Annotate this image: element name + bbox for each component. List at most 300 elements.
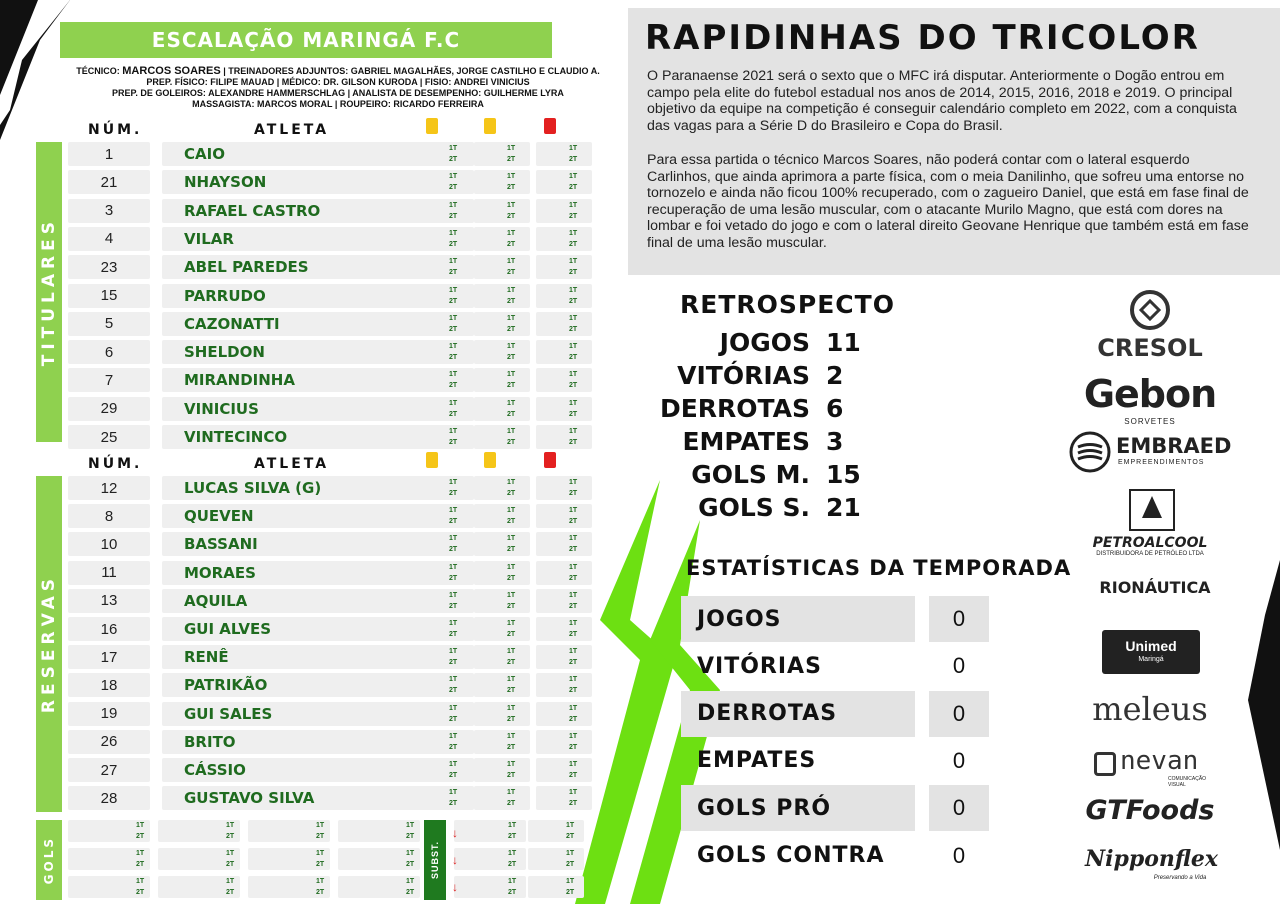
first-half-label: 1T [566, 822, 575, 829]
first-half-label: 1T [569, 761, 578, 768]
second-half-label: 2T [449, 240, 458, 248]
first-half-label: 1T [449, 229, 458, 237]
first-half-label: 1T [507, 145, 516, 152]
second-half-label: 2T [507, 602, 516, 610]
player-number: 16 [68, 617, 150, 641]
second-half-label: 2T [449, 490, 458, 497]
second-half-label: 2T [507, 518, 516, 526]
goals-side-label [36, 820, 62, 900]
first-half-label: 1T [569, 173, 578, 181]
second-half-label: 2T [449, 800, 458, 808]
player-row [68, 730, 628, 754]
season-stat-label: VITÓRIAS [697, 653, 822, 679]
sponsor-petroalcool: PETROALCOOL [1092, 535, 1208, 551]
yellow-card-box [416, 142, 472, 166]
retrospect-row [640, 427, 810, 459]
player-name: VILAR [162, 227, 474, 251]
second-half-label: 2T [136, 833, 145, 840]
yellow-card-box [474, 645, 530, 669]
first-half-label: 1T [136, 878, 145, 885]
first-half-label: 1T [449, 173, 458, 181]
lineup-title: ESCALAÇÃO MARINGÁ F.C [151, 28, 461, 52]
player-row [68, 532, 628, 556]
second-half-label: 2T [569, 715, 578, 723]
second-half-label: 2T [449, 687, 458, 695]
yellow-card-box [474, 199, 530, 223]
player-name: MORAES [162, 561, 474, 585]
player-name: RENÊ [162, 645, 474, 669]
first-half-label: 1T [449, 761, 458, 768]
second-half-label: 2T [569, 212, 578, 220]
staff-line-2: PREP. FÍSICO: FILIPE MAUAD | MÉDICO: DR. GILSON KURODA | FISIO: ANDREI VINICIUS [146, 77, 530, 87]
second-half-label: 2T [316, 833, 325, 840]
first-half-label: 1T [449, 676, 458, 684]
red-card-box [536, 673, 592, 697]
player-name: LUCAS SILVA (G) [162, 476, 474, 500]
yellow-card-box [474, 673, 530, 697]
red-card-box [536, 284, 592, 308]
first-half-label: 1T [507, 286, 516, 294]
staff-line-1 [58, 66, 618, 77]
starters-side-label [36, 142, 62, 442]
yellow-card-box [416, 645, 472, 669]
second-half-label: 2T [507, 382, 516, 390]
first-half-label: 1T [566, 850, 575, 857]
first-half-label: 1T [569, 535, 578, 543]
yellow-card-box [474, 476, 530, 500]
player-name: PATRIKÃO [162, 673, 474, 697]
second-half-label: 2T [507, 800, 516, 808]
second-half-label: 2T [449, 410, 458, 418]
sponsor-nevan-sub: COMUNICAÇÃO VISUAL [1168, 776, 1207, 788]
player-name: GUI ALVES [162, 617, 474, 641]
sponsor-embraed: EMBRAED [1116, 434, 1232, 458]
first-half-label: 1T [316, 850, 325, 857]
yellow-card-box [474, 758, 530, 782]
first-half-label: 1T [569, 704, 578, 712]
player-number: 7 [68, 368, 150, 392]
player-number: 19 [68, 702, 150, 726]
col-num-header: NÚM. [88, 122, 143, 138]
red-card-box [536, 476, 592, 500]
head-coach: MARCOS SOARES [122, 65, 221, 77]
retrospect-value: 21 [826, 493, 861, 522]
yellow-card-box [416, 561, 472, 585]
first-half-label: 1T [226, 850, 235, 857]
yellow-card-icon [484, 452, 496, 468]
red-card-box [536, 227, 592, 251]
yellow-card-box [474, 227, 530, 251]
sponsor-meleus: meleus [1092, 690, 1208, 728]
red-card-box [536, 397, 592, 421]
first-half-label: 1T [569, 343, 578, 351]
player-row [68, 340, 628, 364]
staff-line-1-rest: | TREINADORES ADJUNTOS: GABRIEL MAGALHÃES, JORGE CASTILHO E CLAUDIO A. [223, 66, 600, 76]
red-card-box [536, 504, 592, 528]
player-number: 15 [68, 284, 150, 308]
second-half-label: 2T [507, 325, 516, 333]
sponsor-nipponflex-sub: Preservando a Vida [1153, 875, 1207, 881]
first-half-label: 1T [569, 507, 578, 515]
first-half-label: 1T [507, 479, 516, 486]
first-half-label: 1T [569, 145, 578, 152]
yellow-card-box [474, 142, 530, 166]
player-number: 4 [68, 227, 150, 251]
goal-cell [158, 848, 240, 870]
news-paragraph-1: O Paranaense 2021 será o sexto que o MFC irá disputar. Anteriormente o Dogão entrou em campo pela elite do futebol estadual nos anos de 2014, 2015, 2016, 2018 e 2019. O principal objetivo da equipe na competição é conseguir calendário completo em 2022, com a conquista das vagas para a Série D do Brasileiro e Copa do Brasil. [647, 68, 1237, 134]
subst-cell [528, 848, 584, 870]
retrospect-title: RETROSPECTO [680, 290, 895, 319]
first-half-label: 1T [449, 286, 458, 294]
first-half-label: 1T [569, 258, 578, 266]
cresol-logo-icon [1129, 290, 1171, 330]
first-half-label: 1T [507, 201, 516, 209]
retrospect-row [640, 394, 810, 426]
first-half-label: 1T [507, 648, 516, 656]
goals-row [68, 848, 588, 870]
second-half-label: 2T [508, 861, 517, 868]
second-half-label: 2T [569, 354, 578, 362]
sponsor-cresol: CRESOL [1097, 334, 1203, 362]
player-row [68, 504, 628, 528]
substitution-arrow-icon: ↓ [452, 880, 458, 894]
yellow-card-box [474, 255, 530, 279]
second-half-label: 2T [449, 354, 458, 362]
staff-line-4: MASSAGISTA: MARCOS MORAL | ROUPEIRO: RICARDO FERREIRA [192, 99, 484, 109]
red-card-box [536, 730, 592, 754]
red-card-box [536, 340, 592, 364]
retrospect-value: 11 [826, 328, 861, 357]
retrospect-label: DERROTAS [659, 394, 810, 423]
second-half-label: 2T [449, 518, 458, 526]
subst-cell [470, 820, 526, 842]
col-athlete-header: ATLETA [254, 122, 330, 138]
red-card-box [536, 758, 592, 782]
yellow-card-box [416, 758, 472, 782]
player-row [68, 589, 628, 613]
second-half-label: 2T [449, 184, 458, 192]
second-half-label: 2T [406, 889, 415, 896]
red-card-box [536, 786, 592, 810]
player-name: VINICIUS [162, 397, 474, 421]
red-card-icon [544, 452, 556, 468]
yellow-card-box [474, 561, 530, 585]
goals-row [68, 820, 588, 842]
second-half-label: 2T [569, 240, 578, 248]
first-half-label: 1T [569, 676, 578, 684]
second-half-label: 2T [507, 439, 516, 446]
yellow-card-box [416, 340, 472, 364]
red-card-box [536, 645, 592, 669]
goal-cell [158, 876, 240, 898]
second-half-label: 2T [226, 889, 235, 896]
sponsor-rionautica: RIONÁUTICA [1099, 578, 1211, 597]
player-row [68, 142, 628, 166]
player-name: AQUILA [162, 589, 474, 613]
substitution-arrow-icon: ↓ [452, 826, 458, 840]
first-half-label: 1T [507, 371, 516, 379]
second-half-label: 2T [569, 439, 578, 446]
embraed-logo-icon [1068, 430, 1112, 474]
player-row [68, 702, 628, 726]
second-half-label: 2T [507, 715, 516, 723]
first-half-label: 1T [449, 428, 458, 435]
second-half-label: 2T [507, 631, 516, 638]
goals-row [68, 876, 588, 898]
player-name: CÁSSIO [162, 758, 474, 782]
retrospect-value: 15 [826, 460, 861, 489]
player-name: CAZONATTI [162, 312, 474, 336]
player-number: 29 [68, 397, 150, 421]
player-number: 23 [68, 255, 150, 279]
player-number: 3 [68, 199, 150, 223]
staff-credits [58, 66, 618, 110]
goal-cell [68, 820, 150, 842]
first-half-label: 1T [507, 507, 516, 515]
goal-cell [68, 876, 150, 898]
yellow-card-box [474, 730, 530, 754]
red-card-box [536, 702, 592, 726]
first-half-label: 1T [508, 878, 517, 885]
player-row [68, 476, 628, 500]
red-card-box [536, 170, 592, 194]
sponsor-embraed-sub: EMPREENDIMENTOS [1118, 459, 1205, 466]
season-stat-value: 0 [952, 842, 966, 868]
player-number: 17 [68, 645, 150, 669]
yellow-card-box [474, 504, 530, 528]
second-half-label: 2T [449, 631, 458, 638]
yellow-card-box [474, 368, 530, 392]
first-half-label: 1T [406, 850, 415, 857]
subst-cell [528, 876, 584, 898]
yellow-card-box [416, 255, 472, 279]
second-half-label: 2T [566, 861, 575, 868]
player-name: SHELDON [162, 340, 474, 364]
second-half-label: 2T [449, 212, 458, 220]
retrospect-label: GOLS S. [698, 493, 810, 522]
retrospect-label: EMPATES [682, 427, 810, 456]
first-half-label: 1T [136, 850, 145, 857]
goal-cell [248, 848, 330, 870]
player-row [68, 561, 628, 585]
second-half-label: 2T [569, 269, 578, 277]
first-half-label: 1T [449, 201, 458, 209]
yellow-card-box [416, 199, 472, 223]
first-half-label: 1T [449, 258, 458, 266]
second-half-label: 2T [449, 156, 458, 163]
first-half-label: 1T [569, 732, 578, 740]
red-card-box [536, 532, 592, 556]
second-half-label: 2T [507, 772, 516, 779]
second-half-label: 2T [569, 518, 578, 526]
player-name: PARRUDO [162, 284, 474, 308]
first-half-label: 1T [406, 822, 415, 829]
player-number: 12 [68, 476, 150, 500]
second-half-label: 2T [569, 490, 578, 497]
first-half-label: 1T [449, 704, 458, 712]
goal-cell [248, 820, 330, 842]
second-half-label: 2T [507, 743, 516, 751]
first-half-label: 1T [507, 704, 516, 712]
red-card-box [536, 368, 592, 392]
first-half-label: 1T [507, 620, 516, 627]
yellow-card-box [474, 312, 530, 336]
yellow-card-box [416, 504, 472, 528]
retrospect-row [640, 460, 810, 492]
second-half-label: 2T [507, 574, 516, 582]
first-half-label: 1T [507, 761, 516, 768]
first-half-label: 1T [449, 648, 458, 656]
season-stat-value: 0 [929, 785, 989, 831]
red-card-box [536, 589, 592, 613]
player-row [68, 617, 628, 641]
second-half-label: 2T [507, 156, 516, 163]
second-half-label: 2T [136, 861, 145, 868]
season-stat-value: 0 [929, 691, 989, 737]
second-half-label: 2T [569, 743, 578, 751]
yellow-card-box [416, 368, 472, 392]
first-half-label: 1T [449, 789, 458, 797]
second-half-label: 2T [449, 297, 458, 305]
sponsor-nipponflex: Nipponflex [1085, 846, 1219, 872]
yellow-card-icon [484, 118, 496, 134]
red-card-box [536, 199, 592, 223]
player-row [68, 170, 628, 194]
second-half-label: 2T [508, 889, 517, 896]
staff-key: TÉCNICO: [76, 66, 120, 76]
player-row [68, 673, 628, 697]
petroalcool-logo-icon [1128, 488, 1176, 532]
first-half-label: 1T [508, 850, 517, 857]
second-half-label: 2T [507, 184, 516, 192]
second-half-label: 2T [507, 269, 516, 277]
season-stats-title: ESTATÍSTICAS DA TEMPORADA [686, 556, 1072, 580]
first-half-label: 1T [449, 732, 458, 740]
yellow-card-box [474, 532, 530, 556]
first-half-label: 1T [569, 399, 578, 407]
substitution-arrow-icon: ↓ [452, 853, 458, 867]
second-half-label: 2T [569, 800, 578, 808]
retrospect-value: 3 [826, 427, 844, 456]
first-half-label: 1T [507, 591, 516, 599]
sponsor-gtfoods: GTFoods [1085, 795, 1215, 826]
second-half-label: 2T [449, 574, 458, 582]
sponsor-gebon: Gebon [1083, 372, 1217, 416]
player-row [68, 368, 628, 392]
news-title: RAPIDINHAS DO TRICOLOR [645, 18, 1200, 58]
player-name: GUSTAVO SILVA [162, 786, 474, 810]
red-card-box [536, 617, 592, 641]
retrospect-label: GOLS M. [691, 460, 810, 489]
yellow-card-box [416, 170, 472, 194]
first-half-label: 1T [569, 789, 578, 797]
player-number: 6 [68, 340, 150, 364]
first-half-label: 1T [569, 229, 578, 237]
first-half-label: 1T [406, 878, 415, 885]
second-half-label: 2T [226, 861, 235, 868]
second-half-label: 2T [136, 889, 145, 896]
subst-cell [470, 876, 526, 898]
second-half-label: 2T [569, 382, 578, 390]
second-half-label: 2T [449, 659, 458, 667]
player-number: 13 [68, 589, 150, 613]
yellow-card-box [416, 730, 472, 754]
second-half-label: 2T [569, 297, 578, 305]
player-name: NHAYSON [162, 170, 474, 194]
first-half-label: 1T [507, 732, 516, 740]
player-name: BASSANI [162, 532, 474, 556]
player-name: QUEVEN [162, 504, 474, 528]
goal-cell [338, 820, 420, 842]
player-number: 28 [68, 786, 150, 810]
yellow-card-box [416, 532, 472, 556]
second-half-label: 2T [569, 602, 578, 610]
first-half-label: 1T [507, 229, 516, 237]
yellow-card-box [474, 340, 530, 364]
yellow-card-box [416, 786, 472, 810]
second-half-label: 2T [507, 354, 516, 362]
season-stat-label: GOLS CONTRA [697, 843, 885, 868]
yellow-card-icon [426, 118, 438, 134]
retrospect-label: VITÓRIAS [677, 361, 810, 390]
first-half-label: 1T [507, 535, 516, 543]
yellow-card-box [416, 673, 472, 697]
player-name: BRITO [162, 730, 474, 754]
first-half-label: 1T [507, 428, 516, 435]
season-stat-label: EMPATES [697, 748, 817, 774]
player-row [68, 786, 628, 810]
yellow-card-box [474, 170, 530, 194]
lineup-title-banner [60, 22, 552, 58]
yellow-card-box [416, 476, 472, 500]
second-half-label: 2T [569, 687, 578, 695]
player-number: 8 [68, 504, 150, 528]
second-half-label: 2T [449, 546, 458, 554]
second-half-label: 2T [449, 382, 458, 390]
first-half-label: 1T [507, 173, 516, 181]
first-half-label: 1T [449, 563, 458, 571]
first-half-label: 1T [507, 343, 516, 351]
goal-cell [158, 820, 240, 842]
red-card-icon [544, 118, 556, 134]
second-half-label: 2T [449, 715, 458, 723]
second-half-label: 2T [569, 574, 578, 582]
first-half-label: 1T [507, 676, 516, 684]
second-half-label: 2T [569, 184, 578, 192]
goal-cell [248, 876, 330, 898]
second-half-label: 2T [569, 546, 578, 554]
reserves-label: RESERVAS [39, 574, 59, 714]
yellow-card-box [416, 589, 472, 613]
second-half-label: 2T [406, 833, 415, 840]
second-half-label: 2T [507, 297, 516, 305]
yellow-card-box [416, 227, 472, 251]
second-half-label: 2T [507, 659, 516, 667]
starters-label: TITULARES [39, 217, 59, 367]
player-name: CAIO [162, 142, 474, 166]
second-half-label: 2T [406, 861, 415, 868]
first-half-label: 1T [449, 314, 458, 322]
first-half-label: 1T [226, 822, 235, 829]
player-row [68, 758, 628, 782]
first-half-label: 1T [507, 789, 516, 797]
red-card-box [536, 142, 592, 166]
goals-label: GOLS [42, 835, 56, 885]
player-row [68, 255, 628, 279]
yellow-card-box [474, 284, 530, 308]
second-half-label: 2T [569, 325, 578, 333]
goal-cell [68, 848, 150, 870]
